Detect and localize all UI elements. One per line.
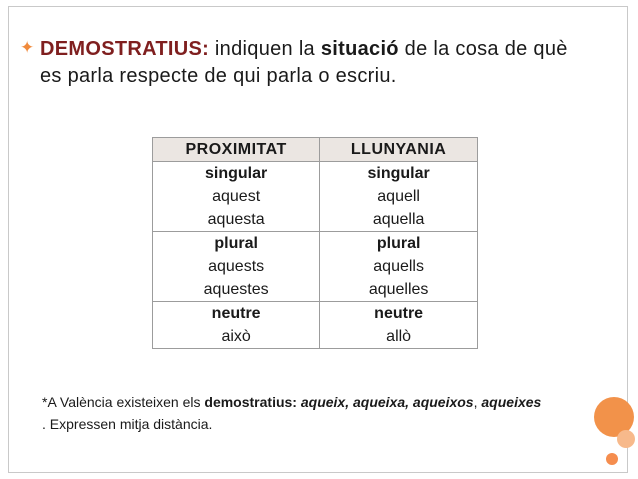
table-cell bbox=[153, 302, 320, 349]
table-cell bbox=[320, 232, 478, 302]
note-separator: , bbox=[473, 394, 482, 410]
definition-part-1: indiquen la bbox=[209, 38, 321, 60]
emphasis-word: situació bbox=[320, 38, 399, 60]
form: aquell bbox=[377, 188, 420, 205]
note-forms-2: aqueixes bbox=[481, 394, 542, 410]
decorative-circle-medium bbox=[617, 430, 635, 448]
form: allò bbox=[386, 328, 412, 345]
definition-part-2: de la cosa de què es parla respecte de qui parla o escriu. bbox=[40, 38, 568, 87]
definition-text bbox=[40, 36, 582, 90]
table-cell bbox=[320, 162, 478, 232]
table-row bbox=[153, 162, 478, 232]
form: aquesta bbox=[207, 211, 265, 228]
header-proximitat: PROXIMITAT bbox=[153, 138, 320, 162]
table-header-row bbox=[153, 138, 478, 162]
keyword: DEMOSTRATIUS: bbox=[40, 38, 210, 60]
form: aquells bbox=[373, 258, 424, 275]
group-label: plural bbox=[214, 235, 258, 252]
table-cell bbox=[320, 302, 478, 349]
header-llunyania: LLUNYANIA bbox=[320, 138, 478, 162]
table-cell bbox=[153, 162, 320, 232]
group-label: singular bbox=[367, 165, 430, 182]
demonstratives-table bbox=[152, 137, 478, 349]
group-label: neutre bbox=[211, 305, 261, 322]
form: aquestes bbox=[203, 281, 269, 298]
group-label: singular bbox=[205, 165, 268, 182]
table-cell bbox=[153, 232, 320, 302]
decorative-circle-small bbox=[606, 453, 618, 465]
form: aquelles bbox=[368, 281, 429, 298]
note-suffix: . Expressen mitja distància. bbox=[42, 416, 213, 432]
form: aquests bbox=[208, 258, 265, 275]
group-label: plural bbox=[376, 235, 421, 252]
form: això bbox=[221, 328, 251, 345]
form: aquest bbox=[212, 188, 261, 205]
bullet-icon: ✦ bbox=[20, 38, 35, 57]
note-forms-1: aqueix, aqueixa, aqueixos bbox=[300, 394, 474, 410]
definition-bullet bbox=[22, 36, 582, 90]
valencia-note bbox=[42, 391, 542, 435]
table-row bbox=[153, 232, 478, 302]
form: aquella bbox=[372, 211, 425, 228]
note-bold-lead: demostratius: bbox=[204, 394, 301, 410]
group-label: neutre bbox=[374, 305, 424, 322]
table-row bbox=[153, 302, 478, 349]
note-prefix: *A València existeixen els bbox=[42, 394, 205, 410]
